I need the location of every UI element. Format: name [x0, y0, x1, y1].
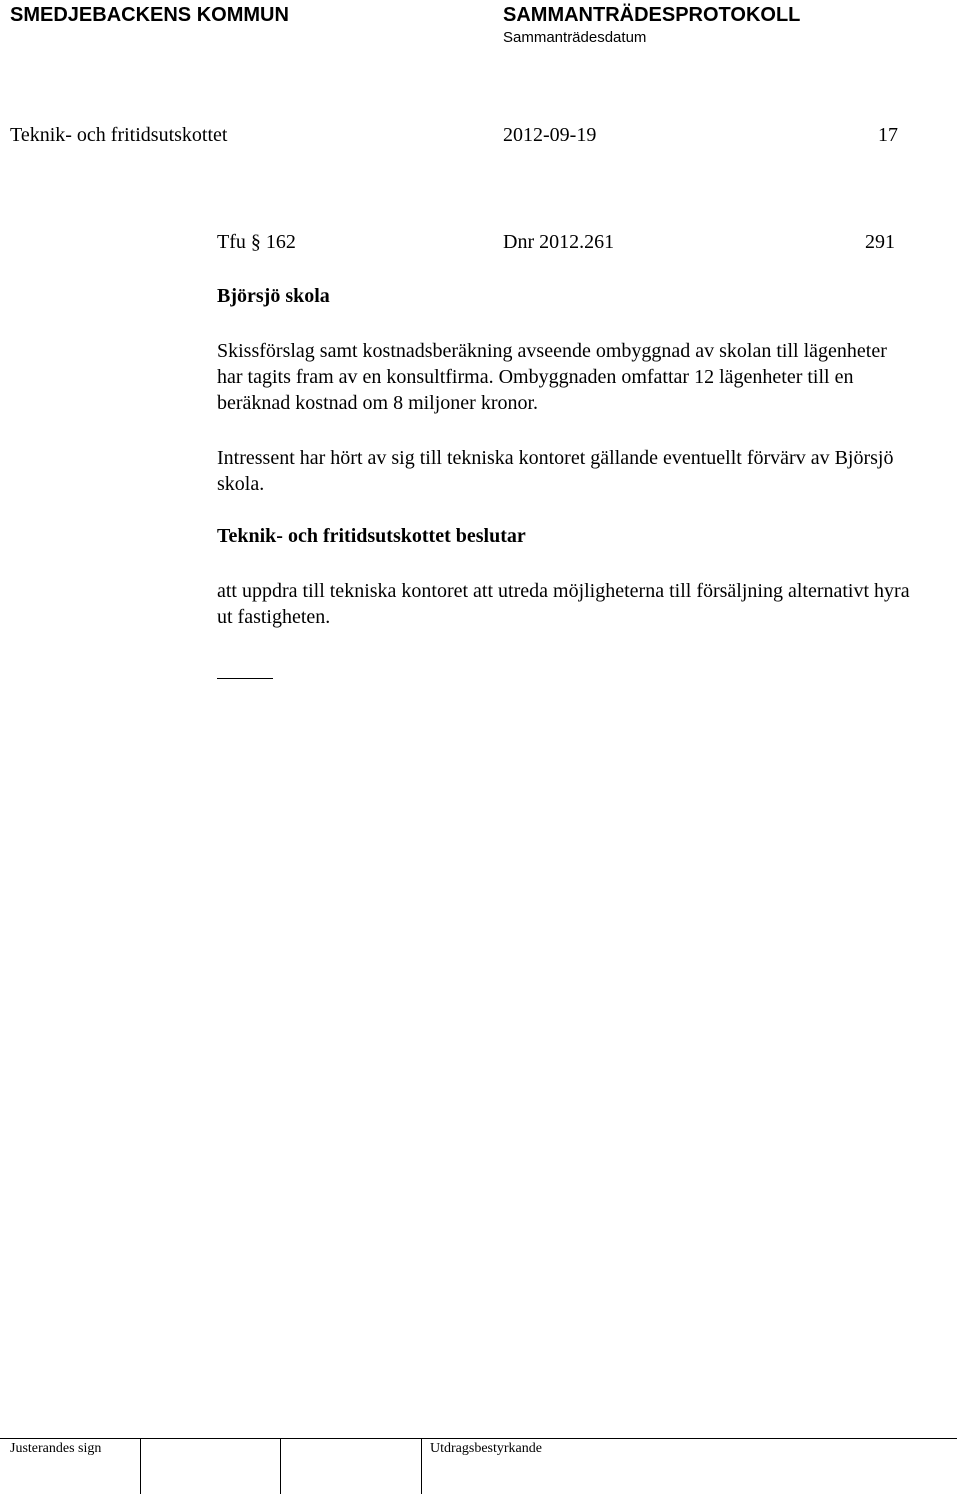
decision-heading: Teknik- och fritidsutskottet beslutar — [217, 525, 526, 547]
case-code: 291 — [865, 231, 895, 253]
meeting-date: 2012-09-19 — [503, 124, 597, 146]
decision-text: att uppdra till tekniska kontoret att utreda möjligheterna till försäljning alternativt hyra ut fastigheten. — [217, 580, 910, 628]
page-number: 17 — [878, 124, 898, 146]
document-type: SAMMANTRÄDESPROTOKOLL — [503, 4, 801, 26]
date-label: Sammanträdesdatum — [503, 29, 647, 46]
footer-rule — [0, 1438, 957, 1439]
footer-divider-3 — [421, 1438, 422, 1494]
justerandes-sign-label: Justerandes sign — [10, 1441, 102, 1456]
dnr: Dnr 2012.261 — [503, 231, 615, 253]
utdragsbestyrkande-label: Utdragsbestyrkande — [430, 1441, 542, 1456]
section-title: Björsjö skola — [217, 285, 330, 307]
footer-divider-1 — [140, 1438, 141, 1494]
body-paragraph-2: Intressent har hört av sig till tekniska kontoret gällande eventuellt förvärv av Björsjö skola. — [217, 447, 894, 495]
paragraph-number: 162 — [265, 231, 296, 253]
body-paragraph-1: Skissförslag samt kostnadsberäkning avseende ombyggnad av skolan till lägenheter har tagits fram av en konsultfirma. Ombyggnaden omfattar 12 lägenheter till en beräknad kostnad om 8 miljoner kronor. — [217, 340, 887, 414]
paragraph-symbol: § — [250, 231, 261, 253]
committee-name: Teknik- och fritidsutskottet — [10, 124, 228, 146]
organization-name: SMEDJEBACKENS KOMMUN — [10, 4, 289, 26]
section-end-rule — [217, 678, 273, 679]
footer-divider-2 — [280, 1438, 281, 1494]
paragraph-reference — [217, 231, 296, 254]
paragraph-prefix: Tfu — [217, 231, 246, 253]
